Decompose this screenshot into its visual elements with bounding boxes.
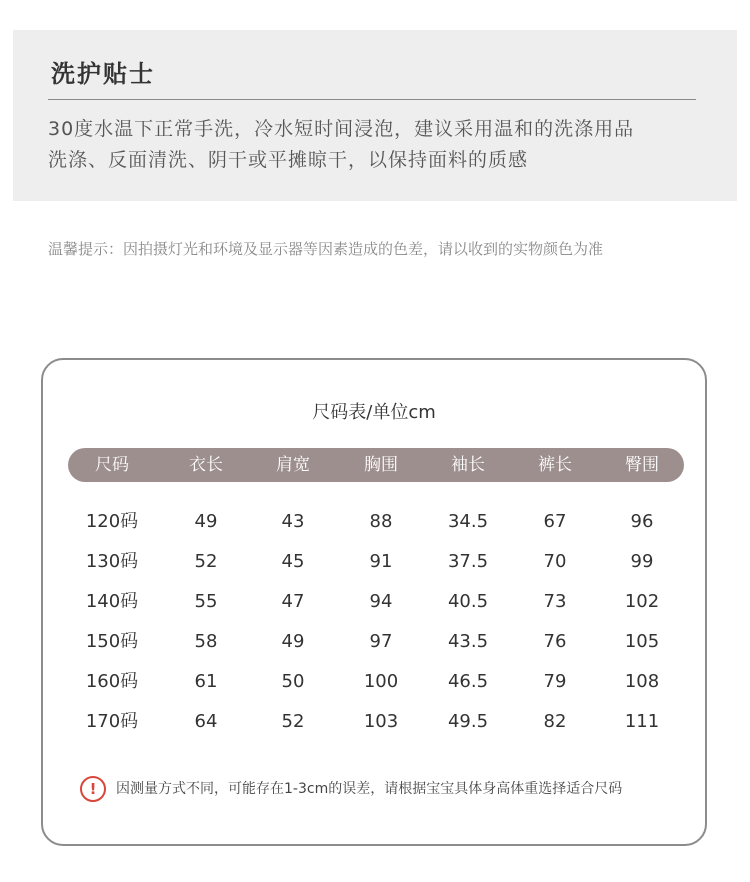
table-cell: 64 xyxy=(194,711,218,732)
table-cell: 130码 xyxy=(85,551,139,572)
care-tips-line-2: 洗涤、反面清洗、阴干或平摊晾干，以保持面料的质感 xyxy=(48,149,529,171)
table-row xyxy=(68,702,684,742)
table-cell: 70 xyxy=(543,551,567,572)
table-cell: 102 xyxy=(624,591,660,612)
table-row xyxy=(68,662,684,702)
care-tips-title: 洗护贴士 xyxy=(51,60,155,88)
table-cell: 170码 xyxy=(85,711,139,732)
table-cell: 67 xyxy=(543,511,567,532)
table-cell: 111 xyxy=(624,711,660,732)
table-cell: 49 xyxy=(194,511,218,532)
table-cell: 79 xyxy=(543,671,567,692)
column-header: 臀围 xyxy=(625,455,659,475)
table-cell: 50 xyxy=(281,671,305,692)
table-cell: 94 xyxy=(369,591,393,612)
table-cell: 46.5 xyxy=(447,671,489,692)
table-cell: 49.5 xyxy=(447,711,489,732)
table-cell: 100 xyxy=(363,671,399,692)
table-cell: 52 xyxy=(281,711,305,732)
column-header: 裤长 xyxy=(538,455,572,475)
column-header: 肩宽 xyxy=(276,455,310,475)
table-cell: 103 xyxy=(363,711,399,732)
table-cell: 43 xyxy=(281,511,305,532)
column-header: 衣长 xyxy=(189,455,223,475)
table-cell: 91 xyxy=(369,551,393,572)
size-chart-header xyxy=(68,448,684,482)
color-reminder-text: 温馨提示：因拍摄灯光和环境及显示器等因素造成的色差，请以收到的实物颜色为准 xyxy=(48,240,604,258)
table-row xyxy=(68,542,684,582)
table-cell: 99 xyxy=(630,551,654,572)
table-cell: 88 xyxy=(369,511,393,532)
table-row xyxy=(68,622,684,662)
table-cell: 52 xyxy=(194,551,218,572)
size-chart-title: 尺码表/单位cm xyxy=(312,402,436,423)
table-cell: 160码 xyxy=(85,671,139,692)
table-cell: 37.5 xyxy=(447,551,489,572)
care-tips-line-1: 30度水温下正常手洗，冷水短时间浸泡，建议采用温和的洗涤用品 xyxy=(48,118,635,140)
table-cell: 120码 xyxy=(85,511,139,532)
table-cell: 40.5 xyxy=(447,591,489,612)
table-cell: 150码 xyxy=(85,631,139,652)
table-cell: 140码 xyxy=(85,591,139,612)
table-cell: 108 xyxy=(624,671,660,692)
care-tips-text xyxy=(48,114,708,176)
table-cell: 61 xyxy=(194,671,218,692)
table-cell: 47 xyxy=(281,591,305,612)
table-cell: 73 xyxy=(543,591,567,612)
table-cell: 55 xyxy=(194,591,218,612)
table-cell: 34.5 xyxy=(447,511,489,532)
size-chart-card xyxy=(41,358,707,846)
column-header: 胸围 xyxy=(364,455,398,475)
column-header: 袖长 xyxy=(451,455,485,475)
table-cell: 43.5 xyxy=(447,631,489,652)
table-cell: 96 xyxy=(630,511,654,532)
measurement-note-text: 因测量方式不同，可能存在1-3cm的误差，请根据宝宝具体身高体重选择适合尺码 xyxy=(116,781,623,797)
table-cell: 97 xyxy=(369,631,393,652)
exclamation-circle-icon: ! xyxy=(80,776,106,802)
table-cell: 105 xyxy=(624,631,660,652)
table-cell: 82 xyxy=(543,711,567,732)
table-row xyxy=(68,502,684,542)
table-cell: 58 xyxy=(194,631,218,652)
care-tips-panel xyxy=(13,30,737,201)
column-header: 尺码 xyxy=(95,455,129,475)
table-row xyxy=(68,582,684,622)
table-cell: 76 xyxy=(543,631,567,652)
table-cell: 49 xyxy=(281,631,305,652)
table-cell: 45 xyxy=(281,551,305,572)
care-tips-divider xyxy=(48,99,696,100)
